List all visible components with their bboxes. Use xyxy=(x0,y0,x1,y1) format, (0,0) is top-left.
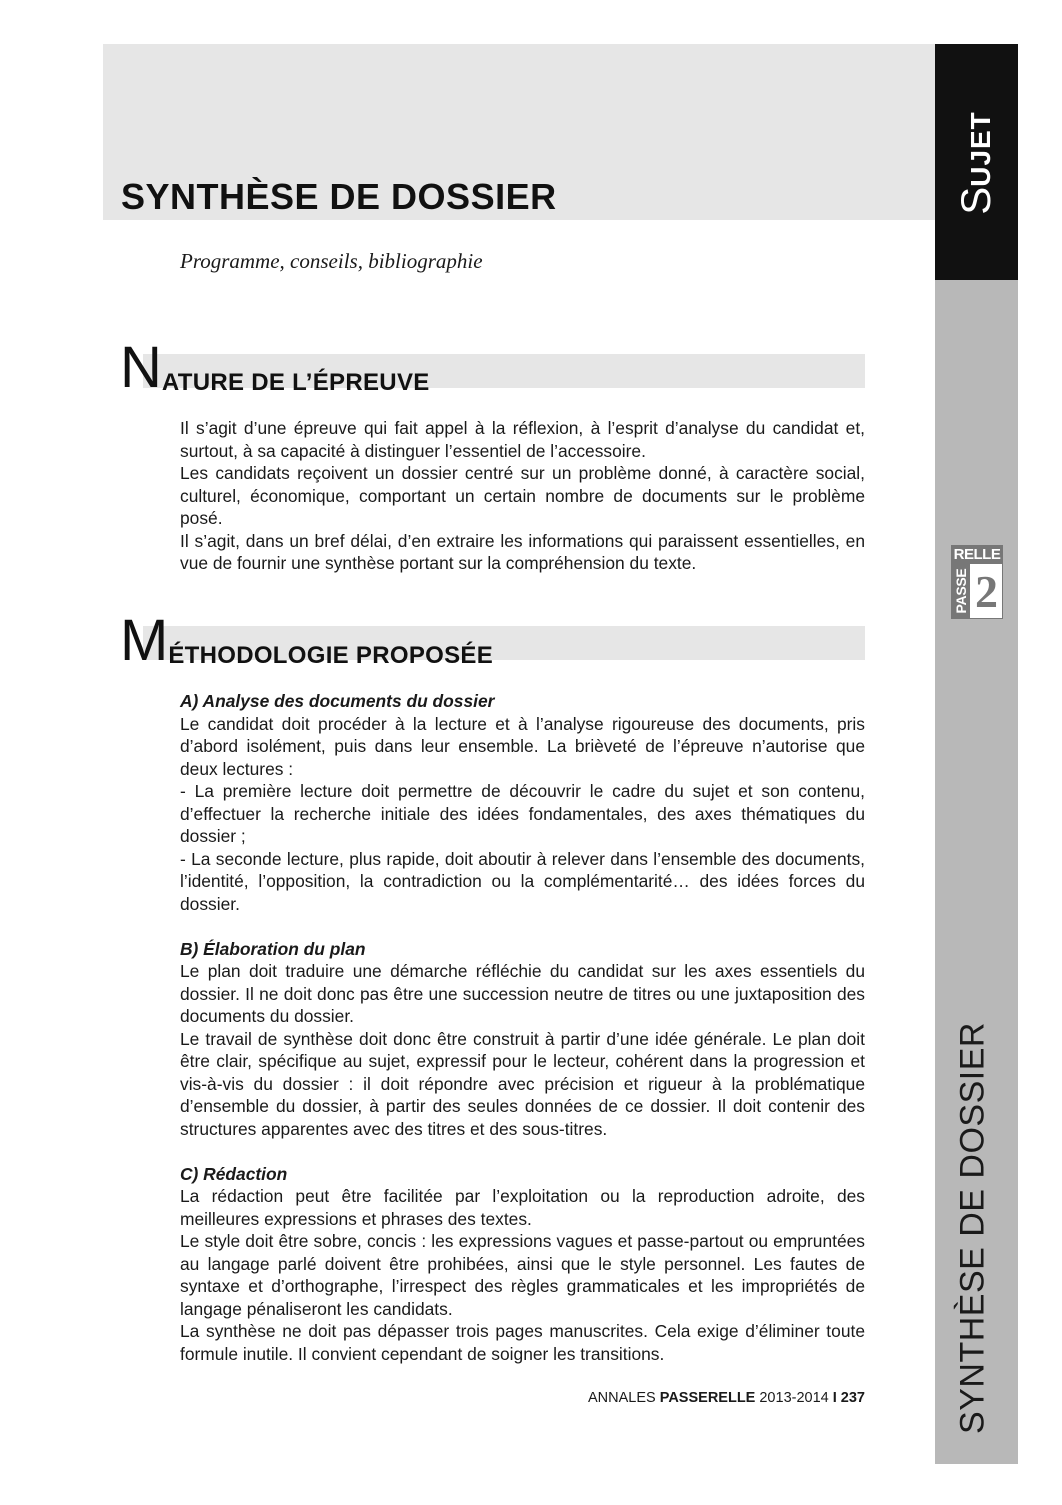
section-heading-nature xyxy=(120,335,430,400)
spacer xyxy=(180,915,865,938)
paragraph: La rédaction peut être facilitée par l’exploitation ou la reproduction adroite, des meilleures expressions et phrases des textes. xyxy=(180,1186,865,1229)
section-heading-initial: N xyxy=(120,335,162,400)
footer-prefix: ANNALES xyxy=(588,1390,660,1406)
section-heading-rest: ATURE DE L’ÉPREUVE xyxy=(161,369,430,396)
spacer xyxy=(180,1140,865,1163)
paragraph: Le travail de synthèse doit donc être construit à partir d’une idée générale. Le plan doit être clair, spécifique au sujet, expressif pour le lecteur, cohérent dans la progression et vis-à-vis du dossier : il doit répondre avec précision et rigueur à la problématique d’ensemble du dossier, à partir des seules données de ce dossier. Il doit contenir des structures apparentes avec des titres et des sous-titres. xyxy=(180,1028,865,1139)
paragraph: Le style doit être sobre, concis : les expressions vagues et passe-partout ou empruntées au langage parlé doivent être prohibées, ainsi que le style personnel. Les fautes de syntaxe et d’orthographe, l’irrespect des règles grammaticales et les impropriétés de langage pénaliseront les candidats. xyxy=(180,1231,865,1319)
logo-number: 2 xyxy=(975,566,998,617)
footer-brand: PASSERELLE xyxy=(659,1390,756,1406)
page-number: I 237 xyxy=(832,1390,865,1406)
section-heading-rest: ÉTHODOLOGIE PROPOSÉE xyxy=(168,642,494,669)
section-body-methodologie xyxy=(180,690,865,1365)
sidebar-vertical-title: SYNTHÈSE DE DOSSIER xyxy=(953,1022,992,1434)
paragraph: La synthèse ne doit pas dépasser trois pages manuscrites. Cela exige d’éliminer toute formule inutile. Il convient cependant de soigner les transitions. xyxy=(180,1321,865,1364)
footer-years: 2013-2014 xyxy=(755,1390,833,1406)
paragraph: Le candidat doit procéder à la lecture et à l’analyse rigoureuse des documents, pris d’abord isolément, puis dans leur ensemble. La brièveté de l’épreuve n’autorise que deux lectures : xyxy=(180,713,865,779)
page-title: SYNTHÈSE DE DOSSIER xyxy=(121,176,557,217)
logo-top-text: RELLE xyxy=(953,546,1001,563)
subsection-title-a: A) Analyse des documents du dossier xyxy=(180,691,495,711)
paragraph: - La seconde lecture, plus rapide, doit aboutir à relever dans l’ensemble des documents, l’identité, l’opposition, la contradiction ou la complémentarité… des idées forces du dossier. xyxy=(180,848,865,914)
subsection-title-c: C) Rédaction xyxy=(180,1163,288,1184)
page-subtitle: Programme, conseils, bibliographie xyxy=(180,249,483,273)
page-footer xyxy=(540,1390,865,1406)
sidebar-tab-label xyxy=(952,111,999,215)
paragraph: Il s’agit d’une épreuve qui fait appel à la réflexion, à l’esprit d’analyse du candidat et, surtout, à sa capacité à distinguer l’essentiel de l’accessoire. xyxy=(180,418,865,461)
logo-side-text: PASSE xyxy=(953,568,969,614)
section-body-nature xyxy=(180,417,865,575)
sidebar-tab-initial: S xyxy=(952,186,999,215)
subsection-title-b: B) Élaboration du plan xyxy=(180,938,366,959)
paragraph: Les candidats reçoivent un dossier centré sur un problème donné, à caractère social, culturel, économique, comportant un certain nombre de documents sur le problème posé. xyxy=(180,463,865,528)
section-heading-methodologie xyxy=(120,608,494,673)
paragraph: Le plan doit traduire une démarche réfléchie du candidat sur les axes essentiels du dossier. Il ne doit donc pas être une succession neutre de titres ou une juxtaposition des documents du dossier. xyxy=(180,961,865,1026)
section-heading-initial: M xyxy=(120,608,169,673)
paragraph: - La première lecture doit permettre de découvrir le cadre du sujet et son contenu, d’effectuer la recherche initiale des idées fondamentales, des axes thématiques du dossier ; xyxy=(180,781,865,846)
passerelle-logo xyxy=(951,545,1003,619)
logo-side-bar xyxy=(952,564,970,619)
paragraph: Il s’agit, dans un bref délai, d’en extraire les informations qui paraissent essentielles, en vue de fournir une synthèse portant sur la compréhension du texte. xyxy=(180,530,865,573)
sidebar-tab-rest: UJET xyxy=(965,111,996,187)
